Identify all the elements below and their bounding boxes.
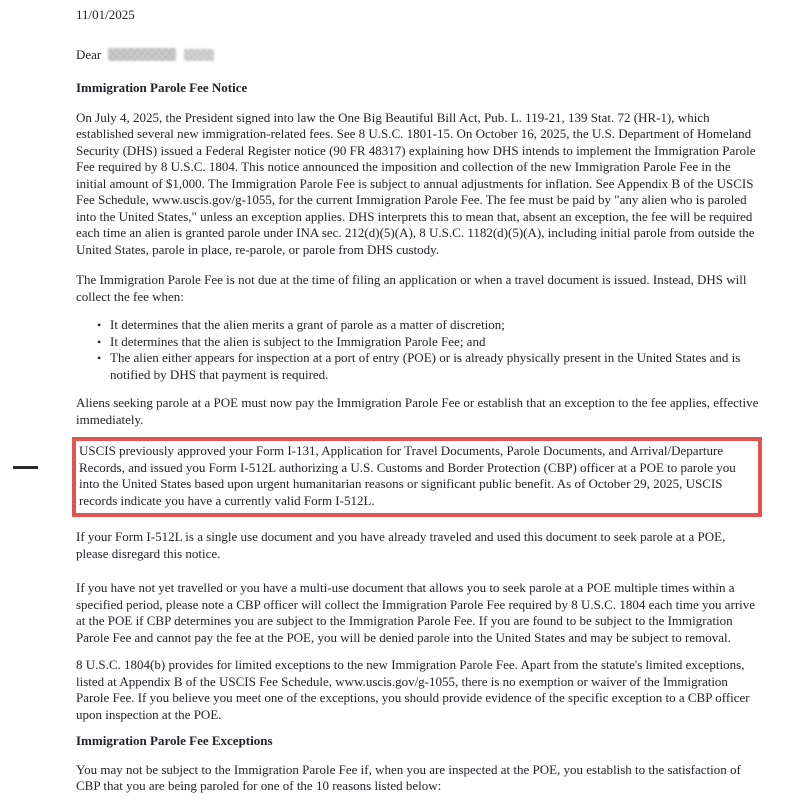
bullet-item-subject-to-fee: • It determines that the alien is subject to the Immigration Parole Fee; and <box>110 334 760 351</box>
margin-dash-annotation <box>13 466 38 469</box>
salutation-line <box>76 47 760 64</box>
red-highlight-annotation-box <box>72 437 762 517</box>
exceptions-heading: Immigration Parole Fee Exceptions <box>76 733 273 748</box>
paragraph-multi-use: If you have not yet travelled or you have a multi-use document that allows you to seek parole at a POE multiple times within a specified period, please note a CBP officer will collect the Immigration Parole Fee required by 8 U.S.C. 1804 each time you arrive at the POE if CBP determines you are subject to the Immigration Parole Fee. If you are found to be subject to the Immigration Parole Fee and cannot pay the fee at the POE, you will be denied parole into the United States and may be subject to removal. <box>76 580 756 645</box>
paragraph-fee-due: The Immigration Parole Fee is not due at the time of filing an application or when a travel document is issued. Instead, DHS will collect the fee when: <box>76 272 747 304</box>
letter-date: 11/01/2025 <box>76 7 135 22</box>
paragraph-single-use: If your Form I-512L is a single use document and you have already traveled and used this document to seek parole at a POE, please disregard this notice. <box>76 529 726 561</box>
paragraph-statute-exceptions: 8 U.S.C. 1804(b) provides for limited exceptions to the new Immigration Parole Fee. Apart from the statute's limited exceptions, listed at Appendix B of the USCIS Fee Schedule, www.uscis.gov/g-1055, there is no exemption or waiver of the Immigration Parole Fee. If you believe you meet one of the exceptions, you should provide evidence of the specific exception to a CBP officer upon inspection at the POE. <box>76 657 750 722</box>
paragraph-poe-effective: Aliens seeking parole at a POE must now pay the Immigration Parole Fee or establish that an exception to the fee applies, effective immediately. <box>76 395 759 427</box>
redacted-first-name <box>108 48 176 61</box>
paragraph-reasons-intro: You may not be subject to the Immigration Parole Fee if, when you are inspected at the POE, you establish to the satisfaction of CBP that you are being paroled for one of the 10 reasons listed below: <box>76 761 741 793</box>
bullet-item-inspection: • The alien either appears for inspection at a port of entry (POE) or is already physically present in the United States and is notified by DHS that payment is required. <box>110 350 760 383</box>
bullet-item-discretion: • It determines that the alien merits a grant of parole as a matter of discretion; <box>110 317 760 334</box>
redacted-last-name <box>184 49 214 61</box>
salutation-text: Dear <box>76 46 102 62</box>
fee-collection-bullet-list <box>76 317 760 383</box>
notice-title: Immigration Parole Fee Notice <box>76 80 248 95</box>
paragraph-intro-law: On July 4, 2025, the President signed into law the One Big Beautiful Bill Act, Pub. L. 119-21, 139 Stat. 72 (HR-1), which established several new immigration-related fees. See 8 U.S.C. 1801-15. On October 16, 2025, the U.S. Department of Homeland Security (DHS) issued a Federal Register notice (90 FR 48317) explaining how DHS intends to implement the Immigration Parole Fee required by 8 U.S.C. 1804. This notice announced the imposition and collection of the new Immigration Parole Fee in the initial amount of $1,000. The Immigration Parole Fee is subject to annual adjustments for inflation. See Appendix B of the USCIS Fee Schedule, www.uscis.gov/g-1055, for the current Immigration Parole Fee. The fee must be paid by "any alien who is paroled into the United States," unless an exception applies. DHS interprets this to mean that, absent an exception, the fee will be required each time an alien is granted parole under INA sec. 212(d)(5)(A), 8 U.S.C. 1182(d)(5)(A), including initial parole from outside the United States, parole in place, re-parole, or parole from DHS custody. <box>76 109 756 257</box>
paragraph-uscis-records: USCIS previously approved your Form I-131, Application for Travel Documents, Parole Documents, and Arrival/Departure Records, and issued you Form I-512L authorizing a U.S. Customs and Border Protection (CBP) officer at a POE to parole you into the United States based upon urgent humanitarian reasons or significant public benefit. As of October 29, 2025, USCIS records indicate you have a currently valid Form I-512L. <box>79 443 736 508</box>
